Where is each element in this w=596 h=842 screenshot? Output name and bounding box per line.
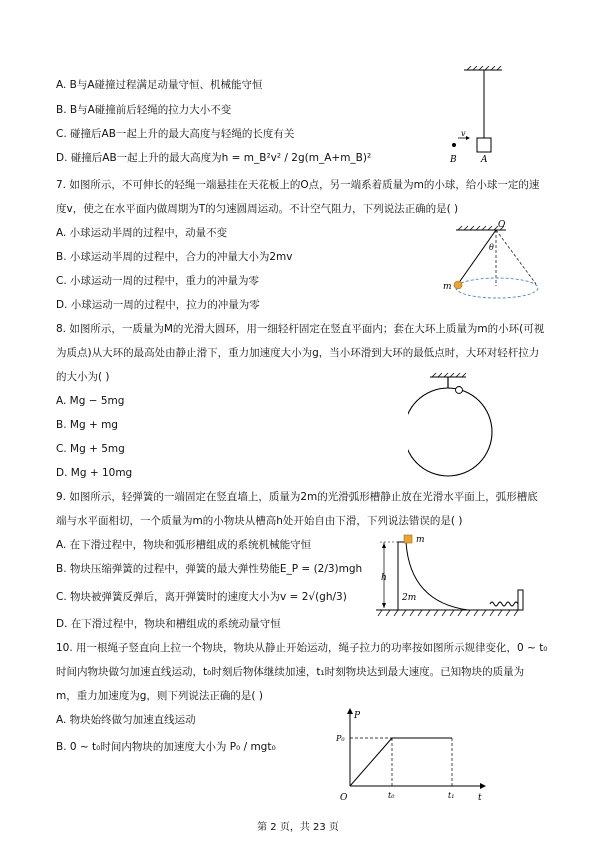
label-h: h: [381, 573, 387, 583]
q7-option-a: A. 小球运动半周的过程中，动量不变: [56, 227, 228, 239]
label-2m: 2m: [402, 593, 417, 603]
tick-label-p0: P₀: [336, 734, 345, 743]
axis-label-t: t: [478, 793, 482, 803]
q10-stem-line3: m，重力加速度为g，则下列说法正确的是( ): [56, 690, 263, 702]
q9-stem-line1: 9. 如图所示，轻弹簧的一端固定在竖直墙上，质量为2m的光滑弧形槽静止放在光滑水平面上，弧形槽底: [56, 491, 538, 503]
q9-option-b: B. 物块压缩弹簧的过程中，弹簧的最大弹性势能E_P = (2/3)mgh: [56, 563, 363, 575]
q7-stem-line2: 度v，使之在水平面内做周期为T的匀速圆周运动。不计空气阻力，下列说法正确的是( ): [56, 203, 459, 215]
label-m: m: [416, 535, 425, 545]
q7-option-b: B. 小球运动半周的过程中，合力的冲量大小为2mv: [56, 251, 293, 263]
q10-stem-line2: 时间内物块做匀加速直线运动，t₀时刻后物体继续加速，t₁时刻物块达到最大速度。已知物块的质量为: [56, 666, 525, 678]
wall: [518, 590, 523, 610]
ball-b: [452, 143, 456, 147]
label-o: O: [498, 220, 506, 230]
q9-option-d: D. 在下滑过程中，物块和槽组成的系统动量守恒: [56, 618, 281, 630]
axis-label-p: P: [354, 711, 361, 721]
ramp-line: [350, 738, 392, 786]
q8-option-a: A. Mg − 5mg: [56, 395, 125, 407]
q8-stem-line1: 8. 如图所示，一质量为M的光滑大圆环，用一细轻杆固定在竖直平面内；套在大环上质量为m的小环(可视: [56, 323, 545, 335]
origin-label: O: [340, 793, 348, 803]
tick-label-t1: t₁: [448, 791, 455, 800]
q10-option-a: A. 物块始终做匀加速直线运动: [56, 714, 196, 726]
q7-option-c: C. 小球运动一周的过程中，重力的冲量为零: [56, 275, 260, 287]
q9-slot-spring-figure: [372, 530, 532, 620]
q9-option-a: A. 在下滑过程中，物块和弧形槽组成的系统机械能守恒: [56, 539, 312, 551]
q8-ring-figure: [408, 372, 498, 480]
small-ring: [456, 387, 463, 394]
q8-option-b: B. Mg + mg: [56, 419, 118, 431]
q7-stem-line1: 7. 如图所示，不可伸长的轻绳一端悬挂在天花板上的O点，另一端系着质量为m的小球，给小球一定的速: [56, 179, 540, 191]
label-b: B: [450, 155, 457, 165]
q7-option-d: D. 小球运动一周的过程中，拉力的冲量为零: [56, 299, 260, 311]
q6-option-c: C. 碰撞后AB一起上升的最大高度与轻绳的长度有关: [56, 128, 295, 140]
q10-power-time-graph: [330, 708, 490, 808]
q6-option-b: B. B与A碰撞前后轻绳的拉力大小不变: [56, 104, 232, 116]
label-a: A: [481, 155, 488, 165]
ball-m: [454, 281, 462, 289]
q6-pendulum-figure: [436, 66, 506, 166]
label-m: m: [443, 282, 452, 292]
label-theta: θ: [489, 243, 494, 252]
q10-stem-line1: 10. 用一根绳子竖直向上拉一个物块，物块从静止开始运动，绳子拉力的功率按如图所示规律变化，0 ~ t₀: [56, 642, 548, 654]
q8-stem-line2: 为质点)从大环的最高处由静止滑下，重力加速度大小为g，当小环滑到大环的最低点时，大环对轻杆拉力: [56, 347, 540, 359]
spring: [490, 602, 518, 606]
q9-option-c: C. 物块被弹簧反弹后，离开弹簧时的速度大小为v = 2√(gh/3): [56, 591, 347, 603]
velocity-label: v: [461, 129, 466, 138]
q6-option-a: A. B与A碰撞过程满足动量守恒、机械能守恒: [56, 79, 263, 91]
q8-option-c: C. Mg + 5mg: [56, 443, 125, 455]
big-ring: [408, 388, 492, 476]
page-footer: 第 2 页，共 23 页: [257, 822, 339, 833]
q6-option-d: D. 碰撞后AB一起上升的最大高度为h = m_B²v² / 2g(m_A+m_B)²: [56, 152, 372, 164]
q10-option-b: B. 0 ~ t₀时间内物块的加速度大小为 P₀ / mgt₀: [56, 741, 276, 753]
q8-stem-line3: 的大小为( ): [56, 371, 110, 383]
q7-conical-pendulum-figure: [436, 218, 566, 308]
q8-option-d: D. Mg + 10mg: [56, 467, 133, 479]
tick-label-t0: t₀: [388, 791, 395, 800]
small-block: [404, 535, 412, 543]
q9-stem-line2: 端与水平面相切，一个质量为m的小物块从槽高h处开始自由下滑，下列说法错误的是( ): [56, 515, 463, 527]
